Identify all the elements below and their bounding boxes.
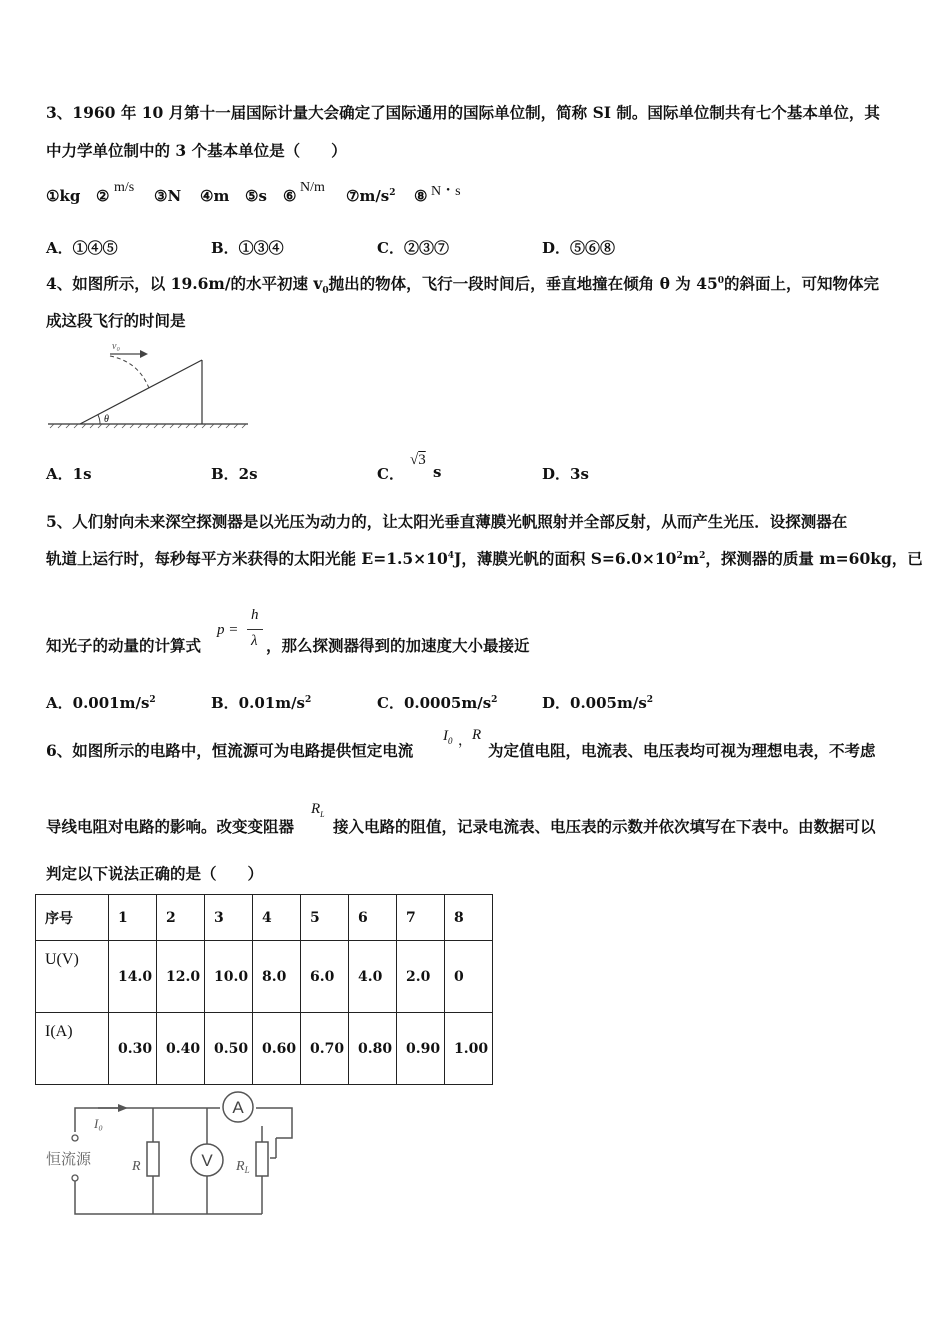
q5-option-c-sup: 2 — [491, 695, 498, 705]
q3-line2: 中力学单位制中的 3 个基本单位是（ ） — [46, 141, 347, 160]
q5-formula-p: p = — [217, 622, 239, 638]
circuit-i0-label: I₀ — [94, 1116, 103, 1131]
q4-option-a: A．1s — [46, 465, 92, 483]
q5-line2-a: 轨道上运行时，每秒每平方米获得的太阳光能 E=1.5×10 — [46, 549, 448, 568]
table-cell: 6.0 — [301, 941, 349, 1013]
table-cell: 6 — [349, 895, 397, 941]
q6-i0-letter: I — [443, 728, 448, 744]
q5-option-a-sup: 2 — [149, 695, 156, 705]
q4-v0-label: v₀ — [112, 341, 120, 352]
q5-option-c-text: C．0.0005m/s — [377, 694, 492, 712]
q4-line1 — [46, 272, 879, 296]
q3-option-b: B．①③④ — [211, 239, 284, 257]
q6-rl — [311, 801, 325, 819]
table-cell: 7 — [397, 895, 445, 941]
table-cell: 0.70 — [301, 1013, 349, 1085]
table-row-i — [36, 1013, 493, 1085]
q5-formula-denominator: λ — [251, 633, 258, 649]
unit-3: ③N — [154, 187, 182, 205]
table-cell: 12.0 — [157, 941, 205, 1013]
table-row-u — [36, 941, 493, 1013]
unit-8-num: ⑧ — [414, 187, 428, 205]
ammeter-label: A — [232, 1098, 244, 1117]
q5-option-d-sup: 2 — [646, 695, 654, 705]
q5-line2-d: ，探测器的质量 m=60kg，已 — [705, 549, 923, 568]
table-cell: 0.90 — [397, 1013, 445, 1085]
q5-option-b-text: B．0.01m/s — [211, 694, 306, 712]
q6-line2-a: 导线电阻对电路的影响。改变变阻器 — [46, 817, 295, 836]
q4-line1-c: 的斜面上，可知物体完 — [724, 274, 880, 293]
q5-line2-b: J，薄膜光帆的面积 S=6.0×10 — [454, 549, 677, 568]
q3-line1: 3、1960 年 10 月第十一届国际计量大会确定了国际通用的国际单位制，简称 SI 制。国际单位制共有七个基本单位，其 — [46, 103, 880, 122]
q4-option-c-sqrt: √3 — [410, 452, 426, 468]
q5-option-b-sup: 2 — [305, 695, 312, 705]
q4-line1-sup: 0 — [717, 275, 725, 286]
q5-line3-a: 知光子的动量的计算式 — [46, 636, 202, 655]
unit-2-num: ② — [96, 187, 110, 205]
table-cell: 1.00 — [445, 1013, 493, 1085]
q5-option-d-text: D．0.005m/s — [542, 694, 647, 712]
q5-line2 — [46, 547, 923, 569]
table-cell: 2.0 — [397, 941, 445, 1013]
table-cell: 0 — [445, 941, 493, 1013]
q4-theta-label: θ — [104, 414, 109, 425]
table-row-header — [36, 895, 493, 941]
voltmeter-label: V — [201, 1151, 213, 1170]
table-cell: 0.50 — [205, 1013, 253, 1085]
q4-option-d: D．3s — [542, 465, 589, 483]
q5-line1: 5、人们射向未来深空探测器是以光压为动力的，让太阳光垂直薄膜光帆照射并全部反射，从而产生光压．设探测器在 — [46, 512, 848, 531]
table-row-label: I(A) — [36, 1013, 109, 1085]
circuit-rl-label — [235, 1159, 250, 1175]
source-label: 恒流源 — [46, 1150, 92, 1168]
q6-comma: ， — [458, 733, 472, 749]
q5-formula-numerator: h — [251, 607, 259, 623]
circuit-r-label: R — [132, 1159, 141, 1174]
q6-line2-b: 接入电路的阻值，记录电流表、电压表的示数并依次填写在下表中。由数据可以 — [333, 817, 876, 836]
q4-option-c-radicand: 3 — [418, 452, 426, 468]
q4-line1-sub: 0 — [322, 286, 329, 297]
unit-6-value: N/m — [300, 180, 325, 195]
q6-rl-letter: R — [311, 801, 321, 817]
unit-7-sup: 2 — [389, 188, 396, 198]
q5-line2-sup3: 2 — [699, 550, 706, 561]
circuit-rl-sub: L — [244, 1165, 250, 1175]
q3-option-a: A．①④⑤ — [46, 239, 118, 257]
unit-5: ⑤s — [245, 187, 267, 205]
q4-line1-a: 4、如图所示，以 19.6m/的水平初速 v — [46, 274, 323, 293]
q6-data-table — [35, 894, 493, 1085]
q4-option-c-unit: s — [433, 463, 442, 481]
q5-option-d — [542, 692, 653, 713]
table-cell: 14.0 — [109, 941, 157, 1013]
q6-rl-sub: L — [320, 810, 325, 819]
q4-line1-b: 抛出的物体，飞行一段时间后，垂直地撞在倾角 θ 为 45 — [328, 274, 718, 293]
unit-7-text: ⑦m/s — [346, 187, 390, 205]
q6-line1-a: 6、如图所示的电路中，恒流源可为电路提供恒定电流 — [46, 741, 414, 760]
q5-line2-c: m — [682, 549, 700, 568]
table-cell: 4 — [253, 895, 301, 941]
q6-circuit-diagram — [40, 1088, 310, 1220]
table-cell: 0.30 — [109, 1013, 157, 1085]
q5-line2-sup1: 4 — [447, 550, 454, 561]
q5-option-c — [377, 692, 497, 713]
q6-i0 — [443, 728, 453, 746]
table-cell: 0.60 — [253, 1013, 301, 1085]
q3-option-c: C．②③⑦ — [377, 239, 449, 257]
table-cell: 3 — [205, 895, 253, 941]
unit-6-num: ⑥ — [283, 187, 297, 205]
unit-1: ①kg — [46, 187, 81, 205]
table-cell: 0.80 — [349, 1013, 397, 1085]
unit-2-value: m/s — [114, 180, 135, 195]
table-cell: 序号 — [36, 895, 109, 941]
q5-option-a-text: A．0.001m/s — [46, 694, 150, 712]
table-row-label: U(V) — [36, 941, 109, 1013]
q5-option-a — [46, 692, 156, 713]
table-cell: 8 — [445, 895, 493, 941]
table-cell: 0.40 — [157, 1013, 205, 1085]
q5-line2-sup2: 2 — [676, 550, 683, 561]
q5-line3-b: ，那么探测器得到的加速度大小最接近 — [266, 636, 530, 655]
circuit-rl-letter: R — [236, 1159, 245, 1174]
q3-option-d: D．⑤⑥⑧ — [542, 239, 616, 257]
table-cell: 2 — [157, 895, 205, 941]
q6-r: R — [472, 727, 482, 743]
q5-formula-bar — [247, 629, 263, 630]
q6-line3: 判定以下说法正确的是（ ） — [46, 864, 264, 883]
q5-option-b — [211, 692, 311, 713]
q4-incline-figure — [44, 336, 254, 432]
q6-line1-b: 为定值电阻，电流表、电压表均可视为理想电表，不考虑 — [488, 741, 876, 760]
table-cell: 8.0 — [253, 941, 301, 1013]
table-cell: 1 — [109, 895, 157, 941]
unit-8-value: N・s — [431, 184, 461, 199]
table-cell: 10.0 — [205, 941, 253, 1013]
q4-option-b: B．2s — [211, 465, 258, 483]
q6-i0-sub: 0 — [448, 736, 453, 746]
unit-7 — [346, 187, 396, 205]
table-cell: 5 — [301, 895, 349, 941]
table-cell: 4.0 — [349, 941, 397, 1013]
q4-line2: 成这段飞行的时间是 — [46, 311, 186, 330]
unit-4: ④m — [200, 187, 230, 205]
q4-option-c: C． — [377, 465, 404, 483]
